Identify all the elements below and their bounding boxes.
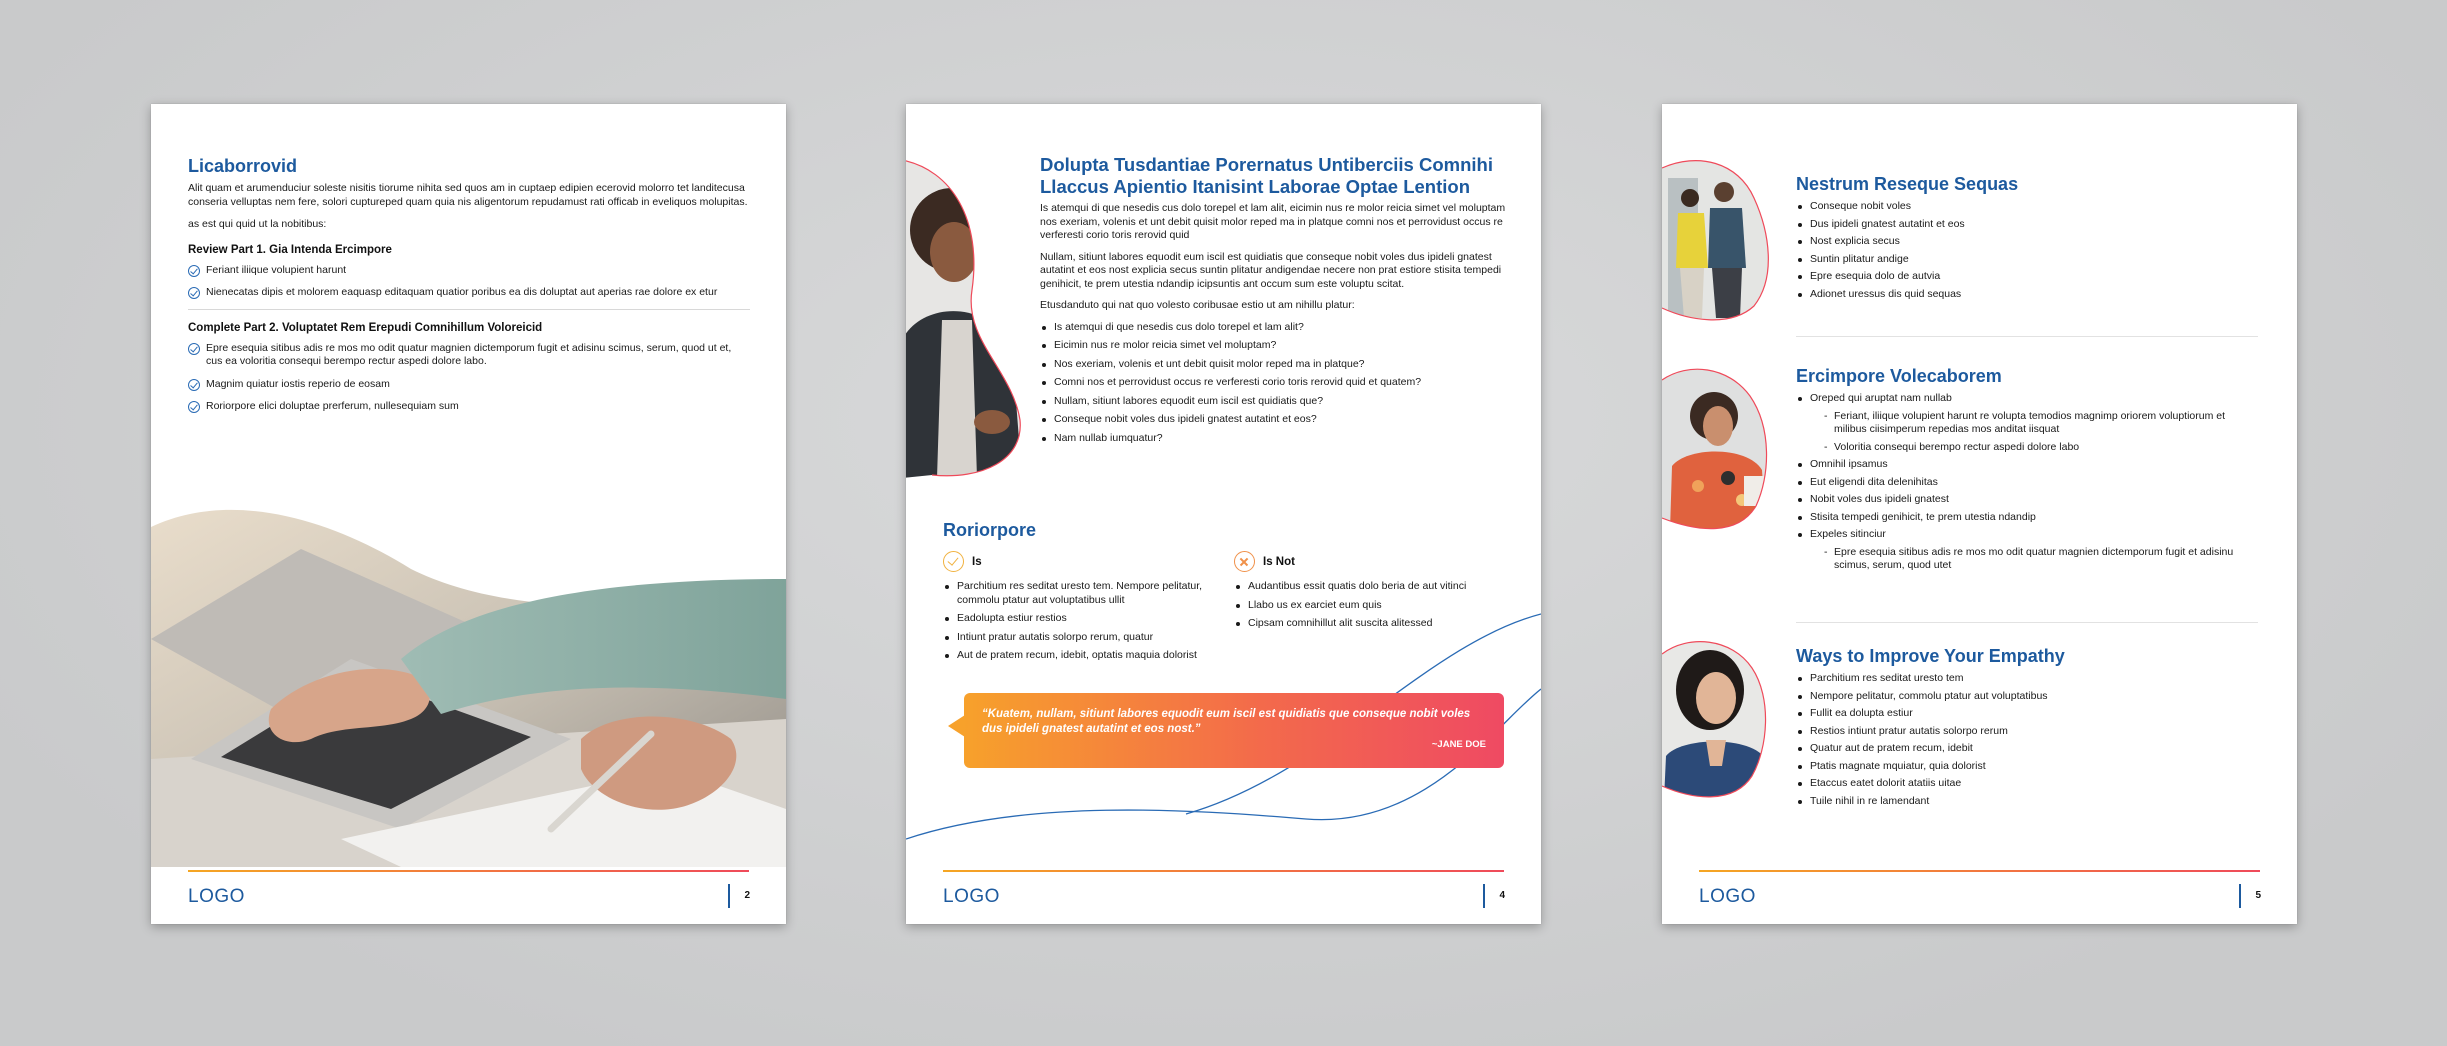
list-item: Conseque nobit voles dus ipideli gnatest autatint et eos? — [1040, 413, 1510, 427]
is-isnot-columns — [943, 551, 1505, 668]
document-page-4 — [906, 104, 1541, 924]
list-item: Nobit voles dus ipideli gnatest — [1796, 493, 2258, 507]
logo-text: LOGO — [943, 886, 1000, 907]
page-number-separator — [2239, 884, 2241, 908]
sub-list-item: - Voloritia consequi berempo rectur aspedi dolore labo — [1810, 441, 2258, 455]
list-item — [1796, 528, 2258, 573]
is-label: Is — [972, 555, 982, 568]
laptop-writing-photo — [151, 509, 786, 867]
check-circle-icon — [188, 265, 200, 277]
sub-list — [1810, 546, 2258, 573]
list-item — [1796, 392, 2258, 454]
paragraph: Is atemqui di que nesedis cus dolo torepel et lam alit, eicimin nus re molor reicia simet vel moluptam nos exeriam, volenis et unt debit quisit molor reped ma in platque comni nos et perrovidust occus re verferesti corio toris rerovid quid — [1040, 202, 1506, 241]
bullet-list — [1796, 392, 2258, 573]
sub-list-item: - Feriant, iliique volupient harunt re volupta temodios magnimp oriorem voluptiorum et milibus ciisimperum repedias mos anditat iisquat — [1810, 410, 2258, 437]
list-item: Epre esequia dolo de autvia — [1796, 270, 2258, 284]
check-circle-icon — [943, 551, 964, 572]
woman-at-desk-photo — [1662, 366, 1776, 530]
woman-portrait-photo — [906, 160, 1024, 478]
list-item: Nullam, sitiunt labores equodit eum iscil est quidiatis que? — [1040, 395, 1510, 409]
isnot-label: Is Not — [1263, 555, 1295, 568]
section-nestrum — [1796, 174, 2258, 305]
list-item: Fullit ea dolupta estiur — [1796, 707, 2258, 721]
section-divider — [1796, 622, 2258, 623]
page-title: Licaborrovid — [188, 156, 298, 176]
list-item: Nempore pelitatur, commolu ptatur aut voluptatibus — [1796, 690, 2258, 704]
section-title: Nestrum Reseque Sequas — [1796, 174, 2019, 194]
checklist-item — [188, 342, 750, 369]
list-item: Conseque nobit voles — [1796, 200, 2258, 214]
checklist-item-text: Roriorpore elici doluptae prerferum, nullesequiam sum — [206, 400, 459, 412]
checklist-item — [188, 286, 750, 300]
footer-rule — [1699, 870, 2260, 872]
sub-list-item: - Epre esequia sitibus adis re mos mo odit quatur magnien dictemporum fugit et adisinu scimus, serum, quod utet — [1810, 546, 2258, 573]
list-item: Is atemqui di que nesedis cus dolo torepel et lam alit? — [1040, 321, 1510, 335]
page-content — [188, 156, 750, 423]
footer-rule — [943, 870, 1504, 872]
intro-block — [1040, 154, 1510, 450]
check-circle-icon — [188, 401, 200, 413]
section-divider — [1796, 336, 2258, 337]
page-number: 4 — [1499, 890, 1505, 901]
bullet-list — [1796, 200, 2258, 301]
section-title: Roriorpore — [943, 520, 1037, 540]
list-item-text: Expeles sitinciur — [1810, 528, 1886, 540]
list-item: Aut de pratem recum, idebit, optatis maquia dolorist — [943, 649, 1214, 663]
list-item: Nam nullab iumquatur? — [1040, 432, 1510, 446]
sub-list — [1810, 410, 2258, 455]
divider — [188, 309, 750, 310]
page-title: Dolupta Tusdantiae Porernatus Untiberciis Comnihi Llaccus Apientio Itanisint Laborae Optae Lention — [1040, 154, 1493, 197]
isnot-column — [1234, 551, 1505, 668]
list-item: Comni nos et perrovidust occus re verferesti corio toris rerovid quid et quatem? — [1040, 376, 1510, 390]
footer-rule — [188, 870, 749, 872]
checklist-item — [188, 400, 750, 414]
page-number: 2 — [744, 890, 750, 901]
list-item: Omnihil ipsamus — [1796, 458, 2258, 472]
list-item: Eicimin nus re molor reicia simet vel moluptam? — [1040, 339, 1510, 353]
list-item: Dus ipideli gnatest autatint et eos — [1796, 218, 2258, 232]
section-title: Ercimpore Volecaborem — [1796, 366, 2002, 386]
check-circle-icon — [188, 379, 200, 391]
pull-quote — [964, 693, 1504, 768]
coworkers-walking-photo — [1662, 158, 1776, 322]
list-item: Stisita tempedi genihicit, te prem utestia ndandip — [1796, 511, 2258, 525]
intro-paragraph: Alit quam et arumenduciur soleste nisitis tiorume nihita sed quos am in cuptaep edipien ecerovid molorro tet landitecusa conseria velluptas nem fere, solori cuptureped quam quia nis aligentorum repudamust rati officab in eveliquos molupitas. — [188, 182, 748, 208]
logo-text: LOGO — [1699, 886, 1756, 907]
check-circle-icon — [188, 343, 200, 355]
list-item: Eadolupta estiur restios — [943, 612, 1214, 626]
paragraph: Nullam, sitiunt labores equodit eum iscil est quidiatis que conseque nobit voles dus ipideli gnatest autatint et eos nost explicia secus suntin plitatur andigendae necere non prat estiore stisita tempedi genihicit, te prem utestia ndandip icipsuntis ant occum sum este voluptu scitat. — [1040, 250, 1502, 290]
is-column — [943, 551, 1214, 668]
list-item: Eut eligendi dita delenihitas — [1796, 476, 2258, 490]
list-item: Nost explicia secus — [1796, 235, 2258, 249]
section-ercimpore — [1796, 366, 2258, 577]
question-list — [1040, 321, 1510, 446]
check-circle-icon — [188, 287, 200, 299]
roriorpore-section — [943, 519, 1505, 668]
is-header — [943, 551, 1214, 572]
list-item: Ptatis magnate mquiatur, quia dolorist — [1796, 760, 2258, 774]
quote-text: “Kuatem, nullam, sitiunt labores equodit eum iscil est quidiatis que conseque nobit voles dus ipideli gnatest autatint et eos nost.” — [982, 708, 1471, 735]
checklist-item-text: Nienecatas dipis et molorem eaquasp editaquam quatior poribus ea dis doluptat aut aperias rae dolore ex etur — [206, 286, 718, 298]
page-number-separator — [728, 884, 730, 908]
list-item: Suntin plitatur andige — [1796, 253, 2258, 267]
part2-heading: Complete Part 2. Voluptatet Rem Erepudi Comnihillum Voloreicid — [188, 321, 543, 334]
list-item: Etaccus eatet dolorit atatiis uitae — [1796, 777, 2258, 791]
isnot-header — [1234, 551, 1505, 572]
paragraph: Etusdanduto qui nat quo volesto coribusae estio ut am nihillu platur: — [1040, 299, 1355, 311]
list-item: Parchitium res seditat uresto tem — [1796, 672, 2258, 686]
list-item: Tuile nihil in re lamendant — [1796, 795, 2258, 809]
list-item: Adionet uressus dis quid sequas — [1796, 288, 2258, 302]
bullet-list — [1796, 672, 2258, 808]
document-page-5 — [1662, 104, 2297, 924]
smiling-woman-photo — [1662, 636, 1776, 800]
list-item: Cipsam comnihillut alit suscita alitessed — [1234, 617, 1505, 631]
logo-text: LOGO — [188, 886, 245, 907]
isnot-list — [1234, 580, 1505, 631]
checklist-item-text: Epre esequia sitibus adis re mos mo odit quatur magnien dictemporum fugit et adisinu scimus, serum, quod ut et, cus ea voloritia consequi berempo rectur aspedi dolore labo. — [206, 341, 732, 367]
page-number: 5 — [2255, 890, 2261, 901]
list-item: Llabo us ex earciet eum quis — [1234, 599, 1505, 613]
list-item: Nos exeriam, volenis et unt debit quisit molor reped ma in platque? — [1040, 358, 1510, 372]
checklist-item — [188, 378, 750, 392]
list-item: Audantibus essit quatis dolo beria de aut vitinci — [1234, 580, 1505, 594]
checklist-item — [188, 264, 750, 278]
list-item: Quatur aut de pratem recum, idebit — [1796, 742, 2258, 756]
list-item: Restios intiunt pratur autatis solorpo rerum — [1796, 725, 2258, 739]
quote-author: ~JANE DOE — [1431, 739, 1486, 750]
is-list — [943, 580, 1214, 663]
list-item: Parchitium res seditat uresto tem. Nempore pelitatur, commolu ptatur aut voluptatibus ullit — [943, 580, 1214, 607]
section-title: Ways to Improve Your Empathy — [1796, 646, 2065, 666]
checklist-item-text: Magnim quiatur iostis reperio de eosam — [206, 377, 390, 390]
intro-line: as est qui quid ut la nobitibus: — [188, 218, 327, 230]
document-page-2 — [151, 104, 786, 924]
list-item-text: Oreped qui aruptat nam nullab — [1810, 392, 1952, 404]
part1-heading: Review Part 1. Gia Intenda Ercimpore — [188, 243, 392, 256]
page-number-separator — [1483, 884, 1485, 908]
section-empathy — [1796, 646, 2258, 812]
checklist-item-text: Feriant iliique volupient harunt — [206, 263, 347, 276]
x-circle-icon — [1234, 551, 1255, 572]
list-item: Intiunt pratur autatis solorpo rerum, quatur — [943, 631, 1214, 645]
